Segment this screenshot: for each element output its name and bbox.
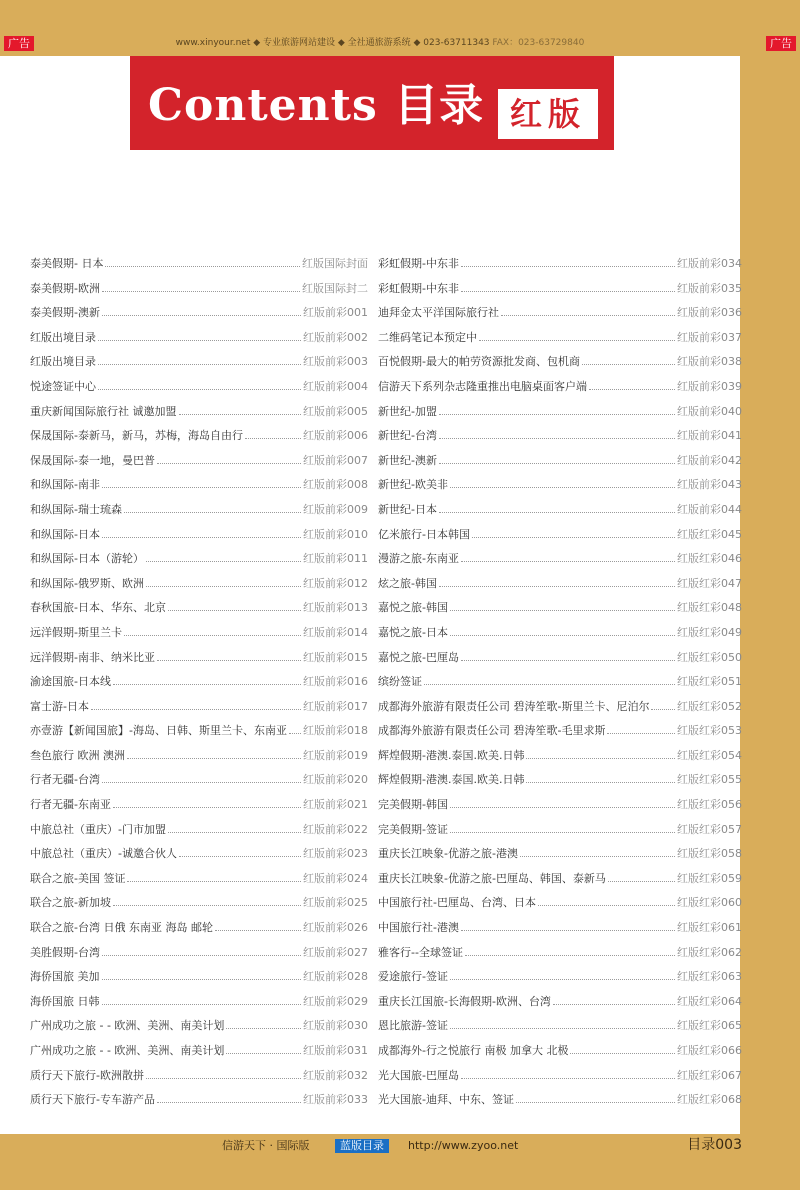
toc-entry-title: 联合之旅-美国 签证 <box>30 871 126 885</box>
toc-row[interactable] <box>378 304 742 329</box>
toc-row[interactable] <box>378 894 742 919</box>
toc-leader-dots <box>424 676 675 685</box>
toc-leader-dots <box>461 1070 675 1079</box>
toc-row[interactable] <box>30 526 368 551</box>
toc-row[interactable] <box>378 1042 742 1067</box>
toc-entry-title: 新世纪-澳新 <box>378 453 437 467</box>
toc-entry-page: 红版红彩047 <box>677 576 742 590</box>
toc-entry-title: 保晟国际-泰一地，曼巴普 <box>30 453 155 467</box>
toc-entry-title: 光大国旅-巴厘岛 <box>378 1068 459 1082</box>
toc-row[interactable] <box>378 599 742 624</box>
toc-entry-title: 联合之旅-台湾 日俄 东南亚 海岛 邮轮 <box>30 921 213 935</box>
toc-entry-page: 红版前彩035 <box>677 281 742 295</box>
toc-row[interactable] <box>30 722 368 747</box>
header-info-fax: FAX：023-63729840 <box>492 38 585 48</box>
toc-entry-page: 红版前彩010 <box>303 527 368 541</box>
toc-leader-dots <box>450 971 675 980</box>
toc-entry-title: 嘉悦之旅-日本 <box>378 625 448 639</box>
toc-leader-dots <box>98 356 301 365</box>
toc-row[interactable] <box>378 501 742 526</box>
header-info <box>0 36 760 51</box>
toc-entry-page: 红版前彩019 <box>303 748 368 762</box>
toc-entry-page: 红版前彩039 <box>677 379 742 393</box>
toc-entry-title: 广州成功之旅 - - 欧洲、美洲、南美计划 <box>30 1019 225 1033</box>
toc-row[interactable] <box>30 698 368 723</box>
toc-entry-title: 春秋国旅-日本、华东、北京 <box>30 601 166 615</box>
page-title: Contents 目录 <box>148 80 485 131</box>
toc-row[interactable] <box>378 870 742 895</box>
toc-entry-page: 红版前彩001 <box>303 306 368 320</box>
toc-entry-title: 中旅总社（重庆）-门市加盟 <box>30 822 166 836</box>
toc-entry-page: 红版红彩052 <box>677 699 742 713</box>
toc-entry-page: 红版红彩061 <box>677 921 742 935</box>
toc-leader-dots <box>608 873 675 882</box>
toc-row[interactable] <box>378 673 742 698</box>
toc-entry-page: 红版红彩057 <box>677 822 742 836</box>
toc-entry-title: 广州成功之旅 - - 欧洲、美洲、南美计划 <box>30 1044 225 1057</box>
toc-entry-page: 红版前彩024 <box>303 871 368 885</box>
toc-entry-page: 红版前彩034 <box>677 257 742 270</box>
toc-column-right <box>378 255 742 1116</box>
toc-leader-dots <box>157 652 301 661</box>
toc-entry-page: 红版红彩063 <box>677 970 742 984</box>
toc-leader-dots <box>102 283 300 292</box>
toc-row[interactable] <box>378 624 742 649</box>
toc-leader-dots <box>450 824 675 833</box>
toc-entry-page: 红版前彩044 <box>677 502 742 516</box>
toc-leader-dots <box>157 455 301 464</box>
toc-leader-dots <box>439 455 675 464</box>
toc-entry-title: 悦途签证中心 <box>30 379 96 393</box>
toc-entry-title: 海侨国旅 日韩 <box>30 994 100 1008</box>
toc-leader-dots <box>538 897 675 906</box>
toc-entry-page: 红版红彩065 <box>677 1019 742 1033</box>
toc-leader-dots <box>526 750 675 759</box>
toc-leader-dots <box>607 725 675 734</box>
toc-leader-dots <box>439 504 675 513</box>
footer-badge[interactable]: 蓝版目录 <box>335 1139 389 1153</box>
toc-leader-dots <box>102 774 301 783</box>
toc-leader-dots <box>461 258 675 267</box>
toc-entry-page: 红版前彩036 <box>677 306 742 320</box>
toc-entry-page: 红版红彩066 <box>677 1044 742 1057</box>
toc-row[interactable] <box>30 993 368 1018</box>
toc-row[interactable] <box>378 403 742 428</box>
toc-leader-dots <box>651 701 675 710</box>
toc-row[interactable] <box>30 403 368 428</box>
toc-entry-title: 保晟国际-泰新马，新马，苏梅，海岛自由行 <box>30 429 243 443</box>
toc-entry-title: 辉煌假期-港澳.泰国.欧美.日韩 <box>378 748 525 762</box>
toc-row[interactable] <box>378 427 742 452</box>
toc-row[interactable] <box>30 894 368 919</box>
toc-entry-page: 红版前彩020 <box>303 773 368 787</box>
toc-leader-dots <box>450 1020 675 1029</box>
toc-entry-title: 成都海外旅游有限责任公司 碧涛笙歌-斯里兰卡、尼泊尔 <box>378 699 650 713</box>
toc-entry-page: 红版前彩013 <box>303 601 368 615</box>
toc-leader-dots <box>439 406 675 415</box>
toc-leader-dots <box>102 947 301 956</box>
toc-leader-dots <box>102 996 302 1005</box>
toc-entry-title: 亦壹游【新闻国旅】-海岛、日韩、斯里兰卡、东南亚 <box>30 724 287 738</box>
toc-row[interactable] <box>378 993 742 1018</box>
toc-entry-title: 成都海外-行之悦旅行 南极 加拿大 北极 <box>378 1044 569 1057</box>
toc-entry-page: 红版红彩067 <box>677 1068 742 1082</box>
toc-row[interactable] <box>30 1067 368 1092</box>
toc-entry-page: 红版前彩030 <box>303 1019 368 1033</box>
toc-leader-dots <box>226 1020 301 1029</box>
toc-entry-page: 红版红彩045 <box>677 527 742 541</box>
toc-entry-page: 红版前彩015 <box>303 650 368 664</box>
toc-leader-dots <box>439 578 675 587</box>
toc-entry-page: 红版前彩008 <box>303 478 368 492</box>
toc-leader-dots <box>102 529 301 538</box>
ad-tag-right[interactable]: 广告 <box>766 36 796 51</box>
toc-entry-page: 红版前彩004 <box>303 379 368 393</box>
toc-leader-dots <box>516 1094 675 1103</box>
toc-leader-dots <box>102 307 301 316</box>
toc-row[interactable] <box>378 1017 742 1042</box>
toc-entry-title: 迪拜金太平洋国际旅行社 <box>378 306 499 320</box>
toc-leader-dots <box>98 332 301 341</box>
toc-entry-page: 红版红彩059 <box>677 871 742 885</box>
toc-leader-dots <box>226 1045 301 1054</box>
toc-row[interactable] <box>378 698 742 723</box>
toc-leader-dots <box>98 381 301 390</box>
toc-entry-title: 和纵国际-南非 <box>30 478 100 492</box>
toc-leader-dots <box>450 799 675 808</box>
toc-entry-title: 和纵国际-瑞士琉森 <box>30 502 122 516</box>
toc-entry-title: 海侨国旅 美加 <box>30 970 100 984</box>
toc-row[interactable] <box>30 427 368 452</box>
toc-entry-title: 彩虹假期-中东非 <box>378 257 459 270</box>
toc-row[interactable] <box>378 845 742 870</box>
toc-row[interactable] <box>30 796 368 821</box>
toc-entry-title: 泰美假期-欧洲 <box>30 281 100 295</box>
toc-leader-dots <box>215 922 301 931</box>
toc-leader-dots <box>472 529 675 538</box>
toc-row[interactable] <box>30 968 368 993</box>
toc-entry-title: 质行天下旅行-欧洲散拼 <box>30 1068 144 1082</box>
toc-entry-page: 红版红彩055 <box>677 773 742 787</box>
toc-row[interactable] <box>378 378 742 403</box>
toc-entry-page: 红版前彩012 <box>303 576 368 590</box>
toc-leader-dots <box>450 602 675 611</box>
toc-leader-dots <box>589 381 675 390</box>
toc-row[interactable] <box>378 796 742 821</box>
toc-entry-title: 完美假期-韩国 <box>378 798 448 812</box>
toc-row[interactable] <box>30 1042 368 1067</box>
toc-row[interactable] <box>378 968 742 993</box>
toc-entry-title: 和纵国际-俄罗斯、欧洲 <box>30 576 144 590</box>
toc-entry-page: 红版前彩025 <box>303 896 368 910</box>
toc-entry-page: 红版前彩022 <box>303 822 368 836</box>
toc-row[interactable] <box>30 821 368 846</box>
toc-row[interactable] <box>30 353 368 378</box>
toc-row[interactable] <box>30 575 368 600</box>
toc-leader-dots <box>127 750 301 759</box>
toc-entry-title: 行者无疆-东南亚 <box>30 798 111 812</box>
toc-leader-dots <box>461 553 675 562</box>
toc-row[interactable] <box>378 722 742 747</box>
toc-entry-page: 红版红彩050 <box>677 650 742 664</box>
toc-leader-dots <box>439 430 675 439</box>
toc-entry-page: 红版前彩002 <box>303 330 368 344</box>
toc-entry-title: 炫之旅-韩国 <box>378 576 437 590</box>
toc-entry-title: 光大国旅-迪拜、中东、签证 <box>378 1093 514 1107</box>
toc-entry-page: 红版前彩016 <box>303 675 368 689</box>
toc-entry-page: 红版前彩026 <box>303 921 368 935</box>
toc-entry-title: 嘉悦之旅-巴厘岛 <box>378 650 459 664</box>
toc-leader-dots <box>479 332 675 341</box>
toc-row[interactable] <box>30 280 368 305</box>
toc-entry-title: 嘉悦之旅-韩国 <box>378 601 448 615</box>
toc-entry-page: 红版前彩014 <box>303 625 368 639</box>
toc-entry-title: 彩虹假期-中东非 <box>378 281 459 295</box>
toc-leader-dots <box>113 676 301 685</box>
edition-badge: 红版 <box>498 89 598 139</box>
toc-leader-dots <box>570 1045 675 1054</box>
toc-entry-page: 红版红彩046 <box>677 552 742 566</box>
toc-entry-title: 渝途国旅-日本线 <box>30 675 111 689</box>
toc-entry-title: 和纵国际-日本 <box>30 527 100 541</box>
toc-entry-page: 红版前彩003 <box>303 355 368 369</box>
footer-slogan: 信游天下 · 国际版 <box>222 1139 310 1152</box>
toc-entry-page: 红版前彩040 <box>677 404 742 418</box>
toc-leader-dots <box>113 799 301 808</box>
toc-entry-page: 红版国际封二 <box>302 281 368 295</box>
toc-leader-dots <box>179 406 302 415</box>
toc-entry-title: 中旅总社（重庆）-诚邀合伙人 <box>30 847 177 861</box>
toc-leader-dots <box>179 848 301 857</box>
toc-entry-page: 红版红彩064 <box>677 994 742 1008</box>
toc-leader-dots <box>102 479 301 488</box>
toc-entry-page: 红版红彩053 <box>677 724 742 738</box>
toc-entry-page: 红版红彩068 <box>677 1093 742 1107</box>
toc-leader-dots <box>465 947 675 956</box>
toc-leader-dots <box>450 479 675 488</box>
toc-row[interactable] <box>30 255 368 280</box>
toc-row[interactable] <box>30 1091 368 1116</box>
toc-row[interactable] <box>378 649 742 674</box>
toc-row[interactable] <box>378 329 742 354</box>
toc-entry-page: 红版红彩054 <box>677 748 742 762</box>
toc-entry-title: 重庆长江映象-优游之旅-巴厘岛、韩国、泰新马 <box>378 871 606 885</box>
toc-entry-title: 泰美假期-澳新 <box>30 306 100 320</box>
toc-entry-page: 红版前彩033 <box>303 1093 368 1107</box>
toc-entry-title: 雅客行--全球签证 <box>378 945 463 959</box>
toc-entry-title: 完美假期-签证 <box>378 822 448 836</box>
toc-entry-page: 红版前彩041 <box>677 429 742 443</box>
toc-entry-page: 红版前彩038 <box>677 355 742 369</box>
toc-entry-title: 新世纪-日本 <box>378 502 437 516</box>
toc-leader-dots <box>168 602 301 611</box>
toc-leader-dots <box>289 725 301 734</box>
toc-row[interactable] <box>30 329 368 354</box>
toc-row[interactable] <box>30 649 368 674</box>
toc-entry-page: 红版前彩009 <box>303 502 368 516</box>
toc-entry-page: 红版前彩042 <box>677 453 742 467</box>
toc-leader-dots <box>157 1094 301 1103</box>
toc-leader-dots <box>501 307 675 316</box>
toc-leader-dots <box>461 283 675 292</box>
toc-entry-title: 远洋假期-南非、纳米比亚 <box>30 650 155 664</box>
toc-entry-title: 泰美假期- 日本 <box>30 257 104 270</box>
toc-entry-page: 红版红彩058 <box>677 847 742 861</box>
page-number: 目录003 <box>687 1137 742 1153</box>
toc-entry-page: 红版前彩023 <box>303 847 368 861</box>
toc-entry-title: 叁色旅行 欧洲 澳洲 <box>30 748 125 762</box>
toc-row[interactable] <box>30 624 368 649</box>
toc-leader-dots <box>450 627 675 636</box>
toc-entry-title: 远洋假期-斯里兰卡 <box>30 625 122 639</box>
toc-entry-page: 红版红彩051 <box>677 675 742 689</box>
toc-leader-dots <box>91 701 301 710</box>
toc-entry-title: 富士游-日本 <box>30 699 89 713</box>
toc-entry-page: 红版国际封面 <box>302 257 368 270</box>
toc-row[interactable] <box>378 280 742 305</box>
toc-entry-page: 红版前彩028 <box>303 970 368 984</box>
toc-row[interactable] <box>30 378 368 403</box>
toc-row[interactable] <box>30 944 368 969</box>
toc-leader-dots <box>582 356 675 365</box>
toc-row[interactable] <box>378 747 742 772</box>
toc-row[interactable] <box>30 919 368 944</box>
toc-entry-title: 二维码笔记本预定中 <box>378 330 477 344</box>
toc-entry-title: 红版出境目录 <box>30 355 96 369</box>
toc-entry-page: 红版前彩006 <box>303 429 368 443</box>
toc-row[interactable] <box>378 1067 742 1092</box>
toc-row[interactable] <box>30 550 368 575</box>
toc-row[interactable] <box>30 771 368 796</box>
toc-entry-title: 百悦假期-最大的帕劳资源批发商、包机商 <box>378 355 580 369</box>
toc-column-left <box>30 255 368 1116</box>
toc-entry-page: 红版红彩062 <box>677 945 742 959</box>
toc-entry-title: 新世纪-台湾 <box>378 429 437 443</box>
toc-entry-title: 重庆新闻国际旅行社 诚邀加盟 <box>30 404 177 418</box>
toc-leader-dots <box>113 897 301 906</box>
toc-entry-page: 红版前彩018 <box>303 724 368 738</box>
toc-entry-page: 红版前彩029 <box>303 994 368 1008</box>
toc-row[interactable] <box>378 476 742 501</box>
toc-entry-page: 红版前彩011 <box>303 552 368 566</box>
toc-row[interactable] <box>378 353 742 378</box>
toc-entry-title: 漫游之旅-东南亚 <box>378 552 459 566</box>
toc-leader-dots <box>553 996 675 1005</box>
toc-entry-page: 红版前彩037 <box>677 330 742 344</box>
toc-row[interactable] <box>378 526 742 551</box>
toc-entry-page: 红版红彩056 <box>677 798 742 812</box>
toc-row[interactable] <box>30 747 368 772</box>
contents-banner <box>130 56 614 150</box>
toc-row[interactable] <box>378 1091 742 1116</box>
toc-entry-title: 辉煌假期-港澳.泰国.欧美.日韩 <box>378 773 525 787</box>
toc-entry-page: 红版红彩060 <box>677 896 742 910</box>
toc-row[interactable] <box>30 1017 368 1042</box>
toc-entry-title: 中国旅行社-港澳 <box>378 921 459 935</box>
toc-entry-title: 和纵国际-日本（游轮） <box>30 552 144 566</box>
header-info-main: www.xinyour.net ◆ 专业旅游网站建设 ◆ 全社通旅游系统 ◆ 023-63711343 <box>175 38 490 48</box>
toc-entry-page: 红版红彩048 <box>677 601 742 615</box>
toc-leader-dots <box>168 824 301 833</box>
toc-entry-title: 爱途旅行-签证 <box>378 970 448 984</box>
toc-leader-dots <box>245 430 301 439</box>
toc-leader-dots <box>461 652 675 661</box>
toc-entry-title: 恩比旅游-签证 <box>378 1019 448 1033</box>
toc-leader-dots <box>102 971 302 980</box>
toc-row[interactable] <box>378 255 742 280</box>
toc-entry-page: 红版前彩021 <box>303 798 368 812</box>
toc-entry-title: 行者无疆-台湾 <box>30 773 100 787</box>
toc-entry-title: 信游天下系列杂志隆重推出电脑桌面客户端 <box>378 379 587 393</box>
toc-row[interactable] <box>30 476 368 501</box>
toc-leader-dots <box>124 627 301 636</box>
toc-leader-dots <box>526 774 675 783</box>
toc-leader-dots <box>105 258 300 267</box>
ad-tag-left[interactable]: 广告 <box>4 36 34 51</box>
toc-leader-dots <box>124 504 301 513</box>
toc-entry-title: 重庆长江国旅-长海假期-欧洲、台湾 <box>378 994 551 1008</box>
toc-row[interactable] <box>378 944 742 969</box>
toc-row[interactable] <box>378 452 742 477</box>
toc-row[interactable] <box>378 771 742 796</box>
toc-row[interactable] <box>30 304 368 329</box>
toc-entry-title: 中国旅行社-巴厘岛、台湾、日本 <box>378 896 536 910</box>
toc-row[interactable] <box>378 550 742 575</box>
toc-entry-page: 红版前彩005 <box>303 404 368 418</box>
toc-entry-page: 红版前彩027 <box>303 945 368 959</box>
toc-row[interactable] <box>30 870 368 895</box>
toc-entry-title: 红版出境目录 <box>30 330 96 344</box>
toc-entry-page: 红版前彩017 <box>303 699 368 713</box>
toc-entry-page: 红版前彩007 <box>303 453 368 467</box>
toc-entry-title: 新世纪-欧美非 <box>378 478 448 492</box>
toc-row[interactable] <box>30 452 368 477</box>
toc-entry-title: 质行天下旅行-专车游产品 <box>30 1093 155 1107</box>
toc-entry-title: 成都海外旅游有限责任公司 碧涛笙歌-毛里求斯 <box>378 724 606 738</box>
footer-url[interactable]: http://www.zyoo.net <box>408 1139 519 1152</box>
toc-entry-title: 重庆长江映象-优游之旅-港澳 <box>378 847 518 861</box>
toc-entry-page: 红版红彩049 <box>677 625 742 639</box>
toc-entry-title: 新世纪-加盟 <box>378 404 437 418</box>
toc-entry-title: 美胜假期-台湾 <box>30 945 100 959</box>
toc-entry-page: 红版前彩031 <box>303 1044 368 1057</box>
toc-row[interactable] <box>378 821 742 846</box>
toc-row[interactable] <box>378 575 742 600</box>
toc-entry-page: 红版前彩043 <box>677 478 742 492</box>
toc-entry-page: 红版前彩032 <box>303 1068 368 1082</box>
bottom-bar <box>0 1134 800 1190</box>
toc-leader-dots <box>520 848 675 857</box>
toc-row[interactable] <box>30 845 368 870</box>
toc-entry-title: 亿米旅行-日本韩国 <box>378 527 470 541</box>
toc-row[interactable] <box>378 919 742 944</box>
toc-leader-dots <box>146 1070 301 1079</box>
toc-row[interactable] <box>30 501 368 526</box>
toc-entry-title: 缤纷签证 <box>378 675 422 689</box>
toc-leader-dots <box>146 578 301 587</box>
toc-leader-dots <box>127 873 301 882</box>
toc-row[interactable] <box>30 599 368 624</box>
toc-leader-dots <box>461 922 675 931</box>
toc-row[interactable] <box>30 673 368 698</box>
toc-leader-dots <box>146 553 301 562</box>
toc-entry-title: 联合之旅-新加坡 <box>30 896 111 910</box>
